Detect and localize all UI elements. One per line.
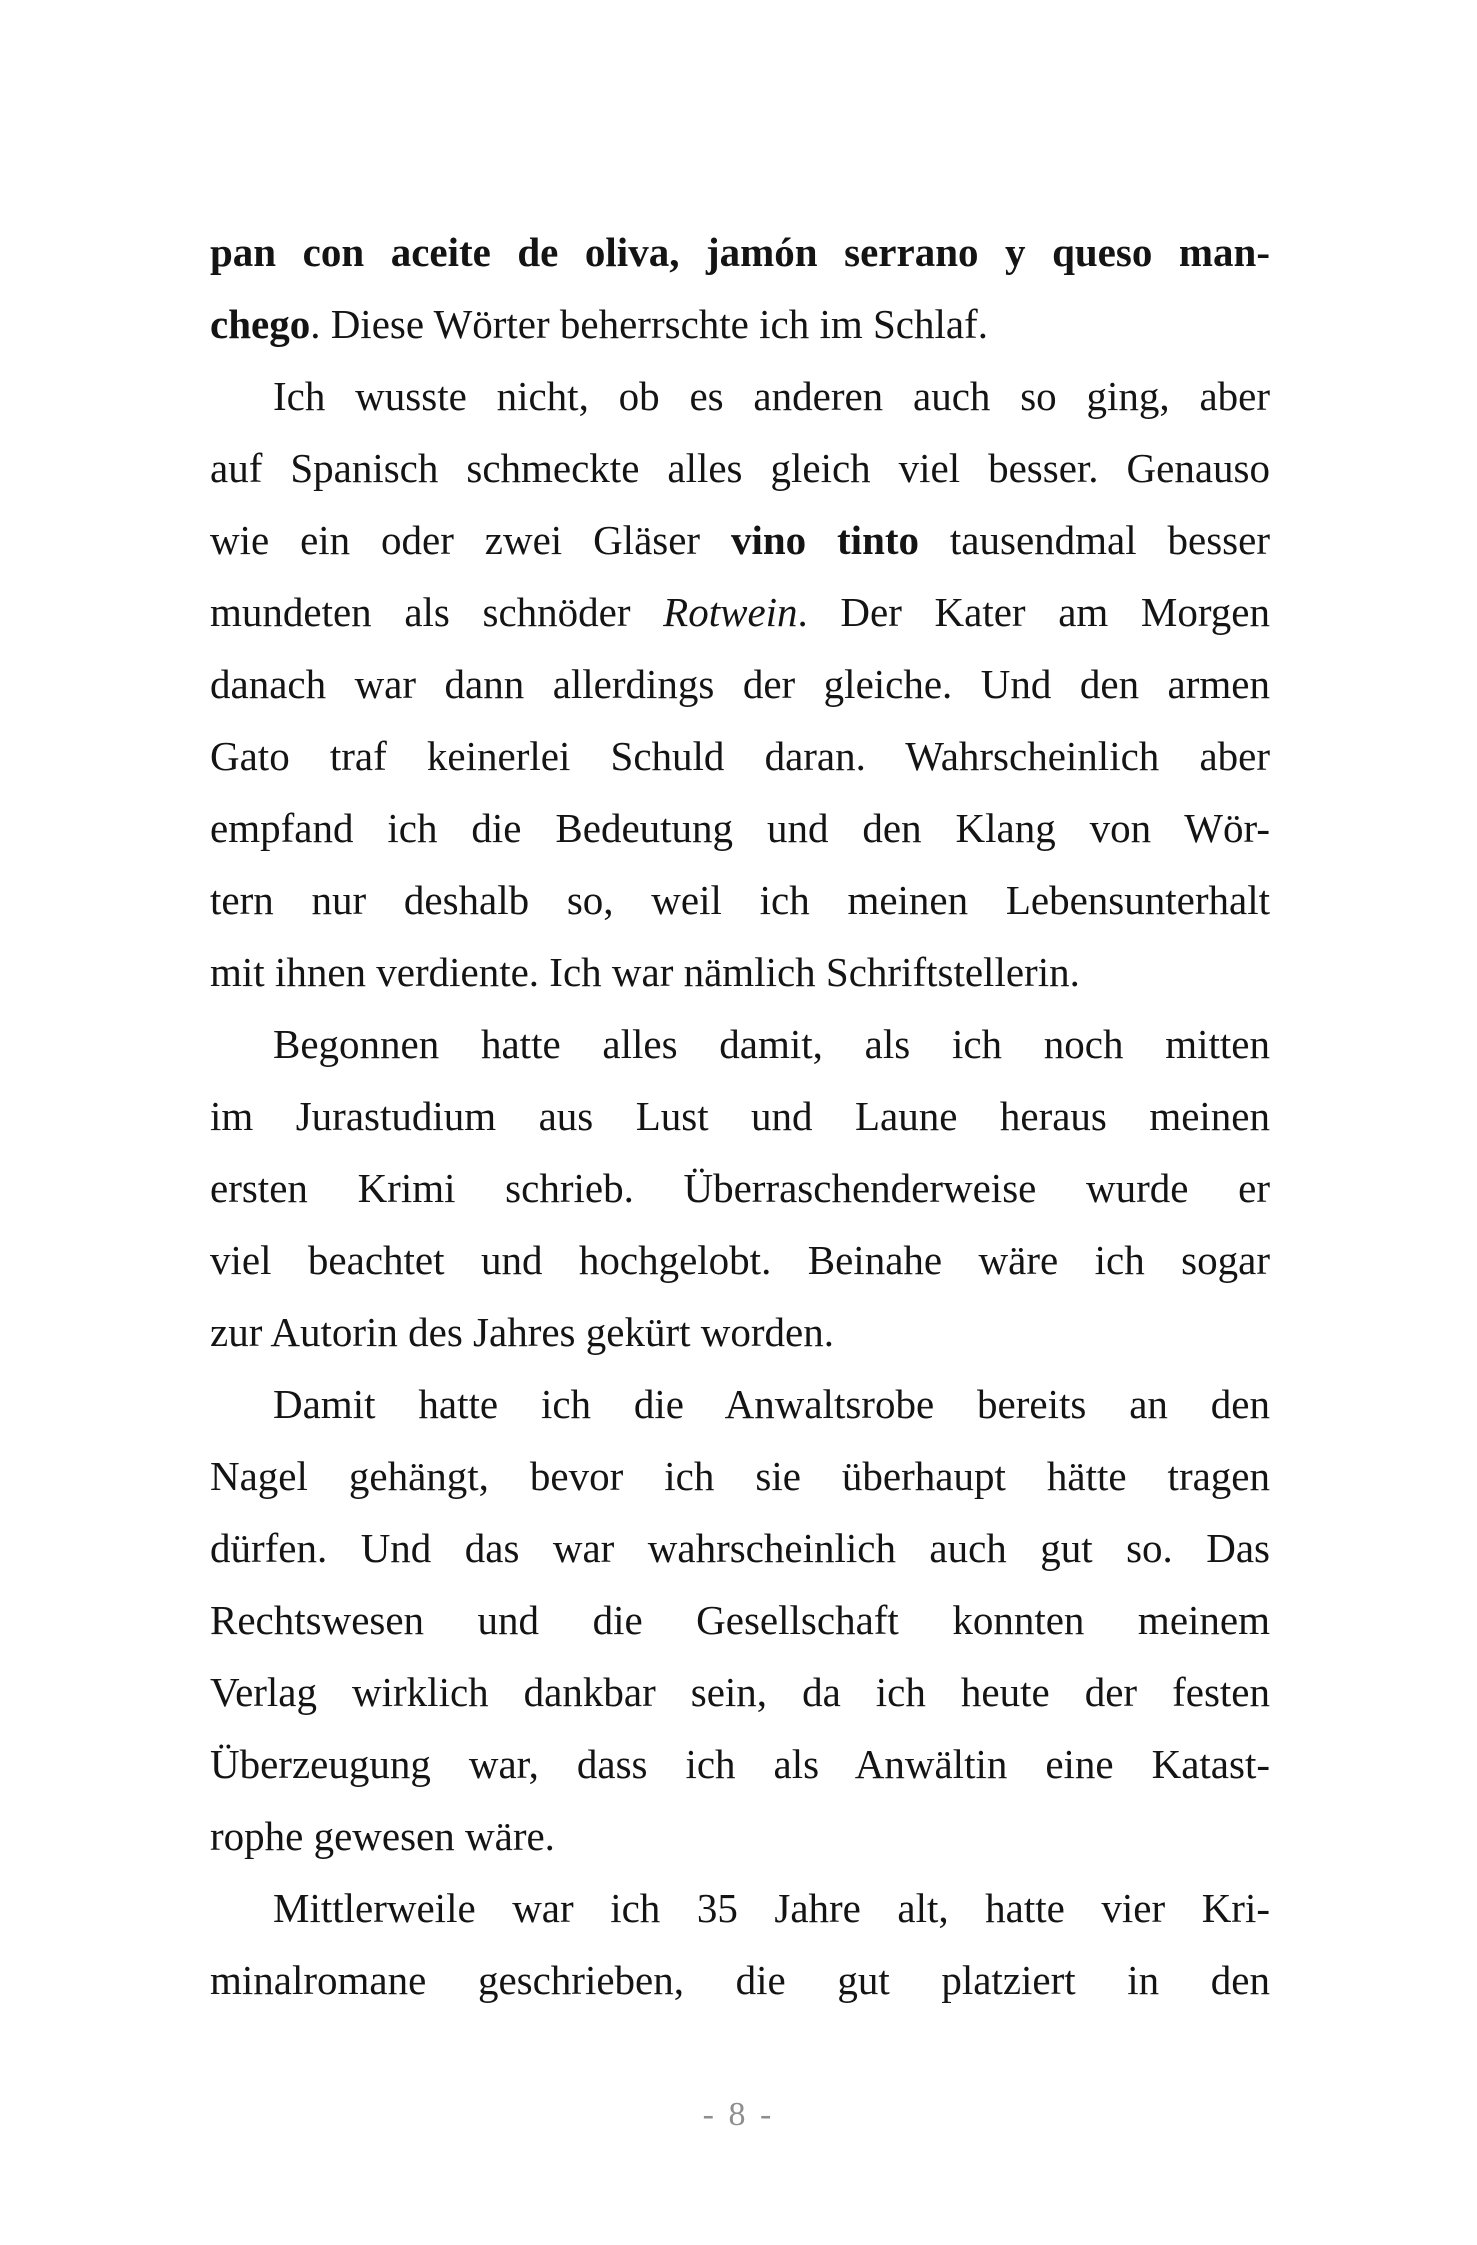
- text-line: [210, 1512, 1270, 1584]
- body-text: wie ein oder zwei Gläser: [210, 517, 731, 563]
- text-line: [210, 1296, 1270, 1368]
- text-line: [210, 216, 1270, 288]
- body-text: Nagel gehängt, bevor ich sie überhaupt hätte tragen: [210, 1453, 1270, 1499]
- text-line: [210, 864, 1270, 936]
- text-line: [210, 1656, 1270, 1728]
- body-text: Begonnen hatte alles damit, als ich noch mitten: [273, 1021, 1270, 1067]
- body-text: empfand ich die Bedeutung und den Klang von Wör-: [210, 805, 1270, 851]
- text-line: [210, 792, 1270, 864]
- body-text: mundeten als schnöder: [210, 589, 664, 635]
- text-line: [210, 1728, 1270, 1800]
- text-line: [210, 360, 1270, 432]
- text-line: [210, 1440, 1270, 1512]
- text-line: [210, 1224, 1270, 1296]
- page-number: - 8 -: [702, 2096, 775, 2133]
- body-text: . Diese Wörter beherrschte ich im Schlaf.: [310, 301, 988, 347]
- text-line: [210, 432, 1270, 504]
- body-text: tern nur deshalb so, weil ich meinen Lebensunterhalt: [210, 877, 1270, 923]
- italic-text: Rotwein: [663, 589, 798, 635]
- body-text: minalromane geschrieben, die gut platziert in den: [210, 1957, 1270, 2003]
- body-text: auf Spanisch schmeckte alles gleich viel besser. Genauso: [210, 445, 1270, 491]
- body-text: viel beachtet und hochgelobt. Beinahe wäre ich sogar: [210, 1237, 1270, 1283]
- page-text: [210, 216, 1270, 2016]
- body-text: tausendmal besser: [919, 517, 1270, 563]
- body-text: Rechtswesen und die Gesellschaft konnten meinem: [210, 1597, 1270, 1643]
- body-text: dürfen. Und das war wahrscheinlich auch gut so. Das: [210, 1525, 1270, 1571]
- body-text: ersten Krimi schrieb. Überraschenderweise wurde er: [210, 1165, 1270, 1211]
- text-line: [210, 936, 1270, 1008]
- text-line: [210, 576, 1270, 648]
- body-text: zur Autorin des Jahres gekürt worden.: [210, 1309, 834, 1355]
- bold-text: vino tinto: [730, 517, 920, 563]
- text-line: [210, 1008, 1270, 1080]
- body-text: Ich wusste nicht, ob es anderen auch so ging, aber: [273, 373, 1270, 419]
- text-line: [210, 648, 1270, 720]
- body-text: danach war dann allerdings der gleiche. Und den armen: [210, 661, 1270, 707]
- body-text: rophe gewesen wäre.: [210, 1813, 555, 1859]
- text-line: [210, 1944, 1270, 2016]
- body-text: Damit hatte ich die Anwaltsrobe bereits an den: [273, 1381, 1270, 1427]
- text-line: [210, 1800, 1270, 1872]
- body-text: Mittlerweile war ich 35 Jahre alt, hatte vier Kri-: [273, 1885, 1270, 1931]
- text-line: [210, 288, 1270, 360]
- body-text: Überzeugung war, dass ich als Anwältin eine Katast-: [210, 1741, 1270, 1787]
- body-text: mit ihnen verdiente. Ich war nämlich Schriftstellerin.: [210, 949, 1080, 995]
- text-line: [210, 1584, 1270, 1656]
- text-line: [210, 720, 1270, 792]
- body-text: . Der Kater am Morgen: [797, 589, 1270, 635]
- text-line: [210, 504, 1270, 576]
- text-line: [210, 1872, 1270, 1944]
- text-line: [210, 1080, 1270, 1152]
- body-text: im Jurastudium aus Lust und Laune heraus meinen: [210, 1093, 1270, 1139]
- text-line: [210, 1368, 1270, 1440]
- bold-text: chego: [210, 301, 311, 347]
- bold-text: pan con aceite de oliva, jamón serrano y queso man-: [210, 229, 1270, 275]
- text-line: [210, 1152, 1270, 1224]
- body-text: Verlag wirklich dankbar sein, da ich heute der festen: [210, 1669, 1270, 1715]
- body-text: Gato traf keinerlei Schuld daran. Wahrscheinlich aber: [210, 733, 1270, 779]
